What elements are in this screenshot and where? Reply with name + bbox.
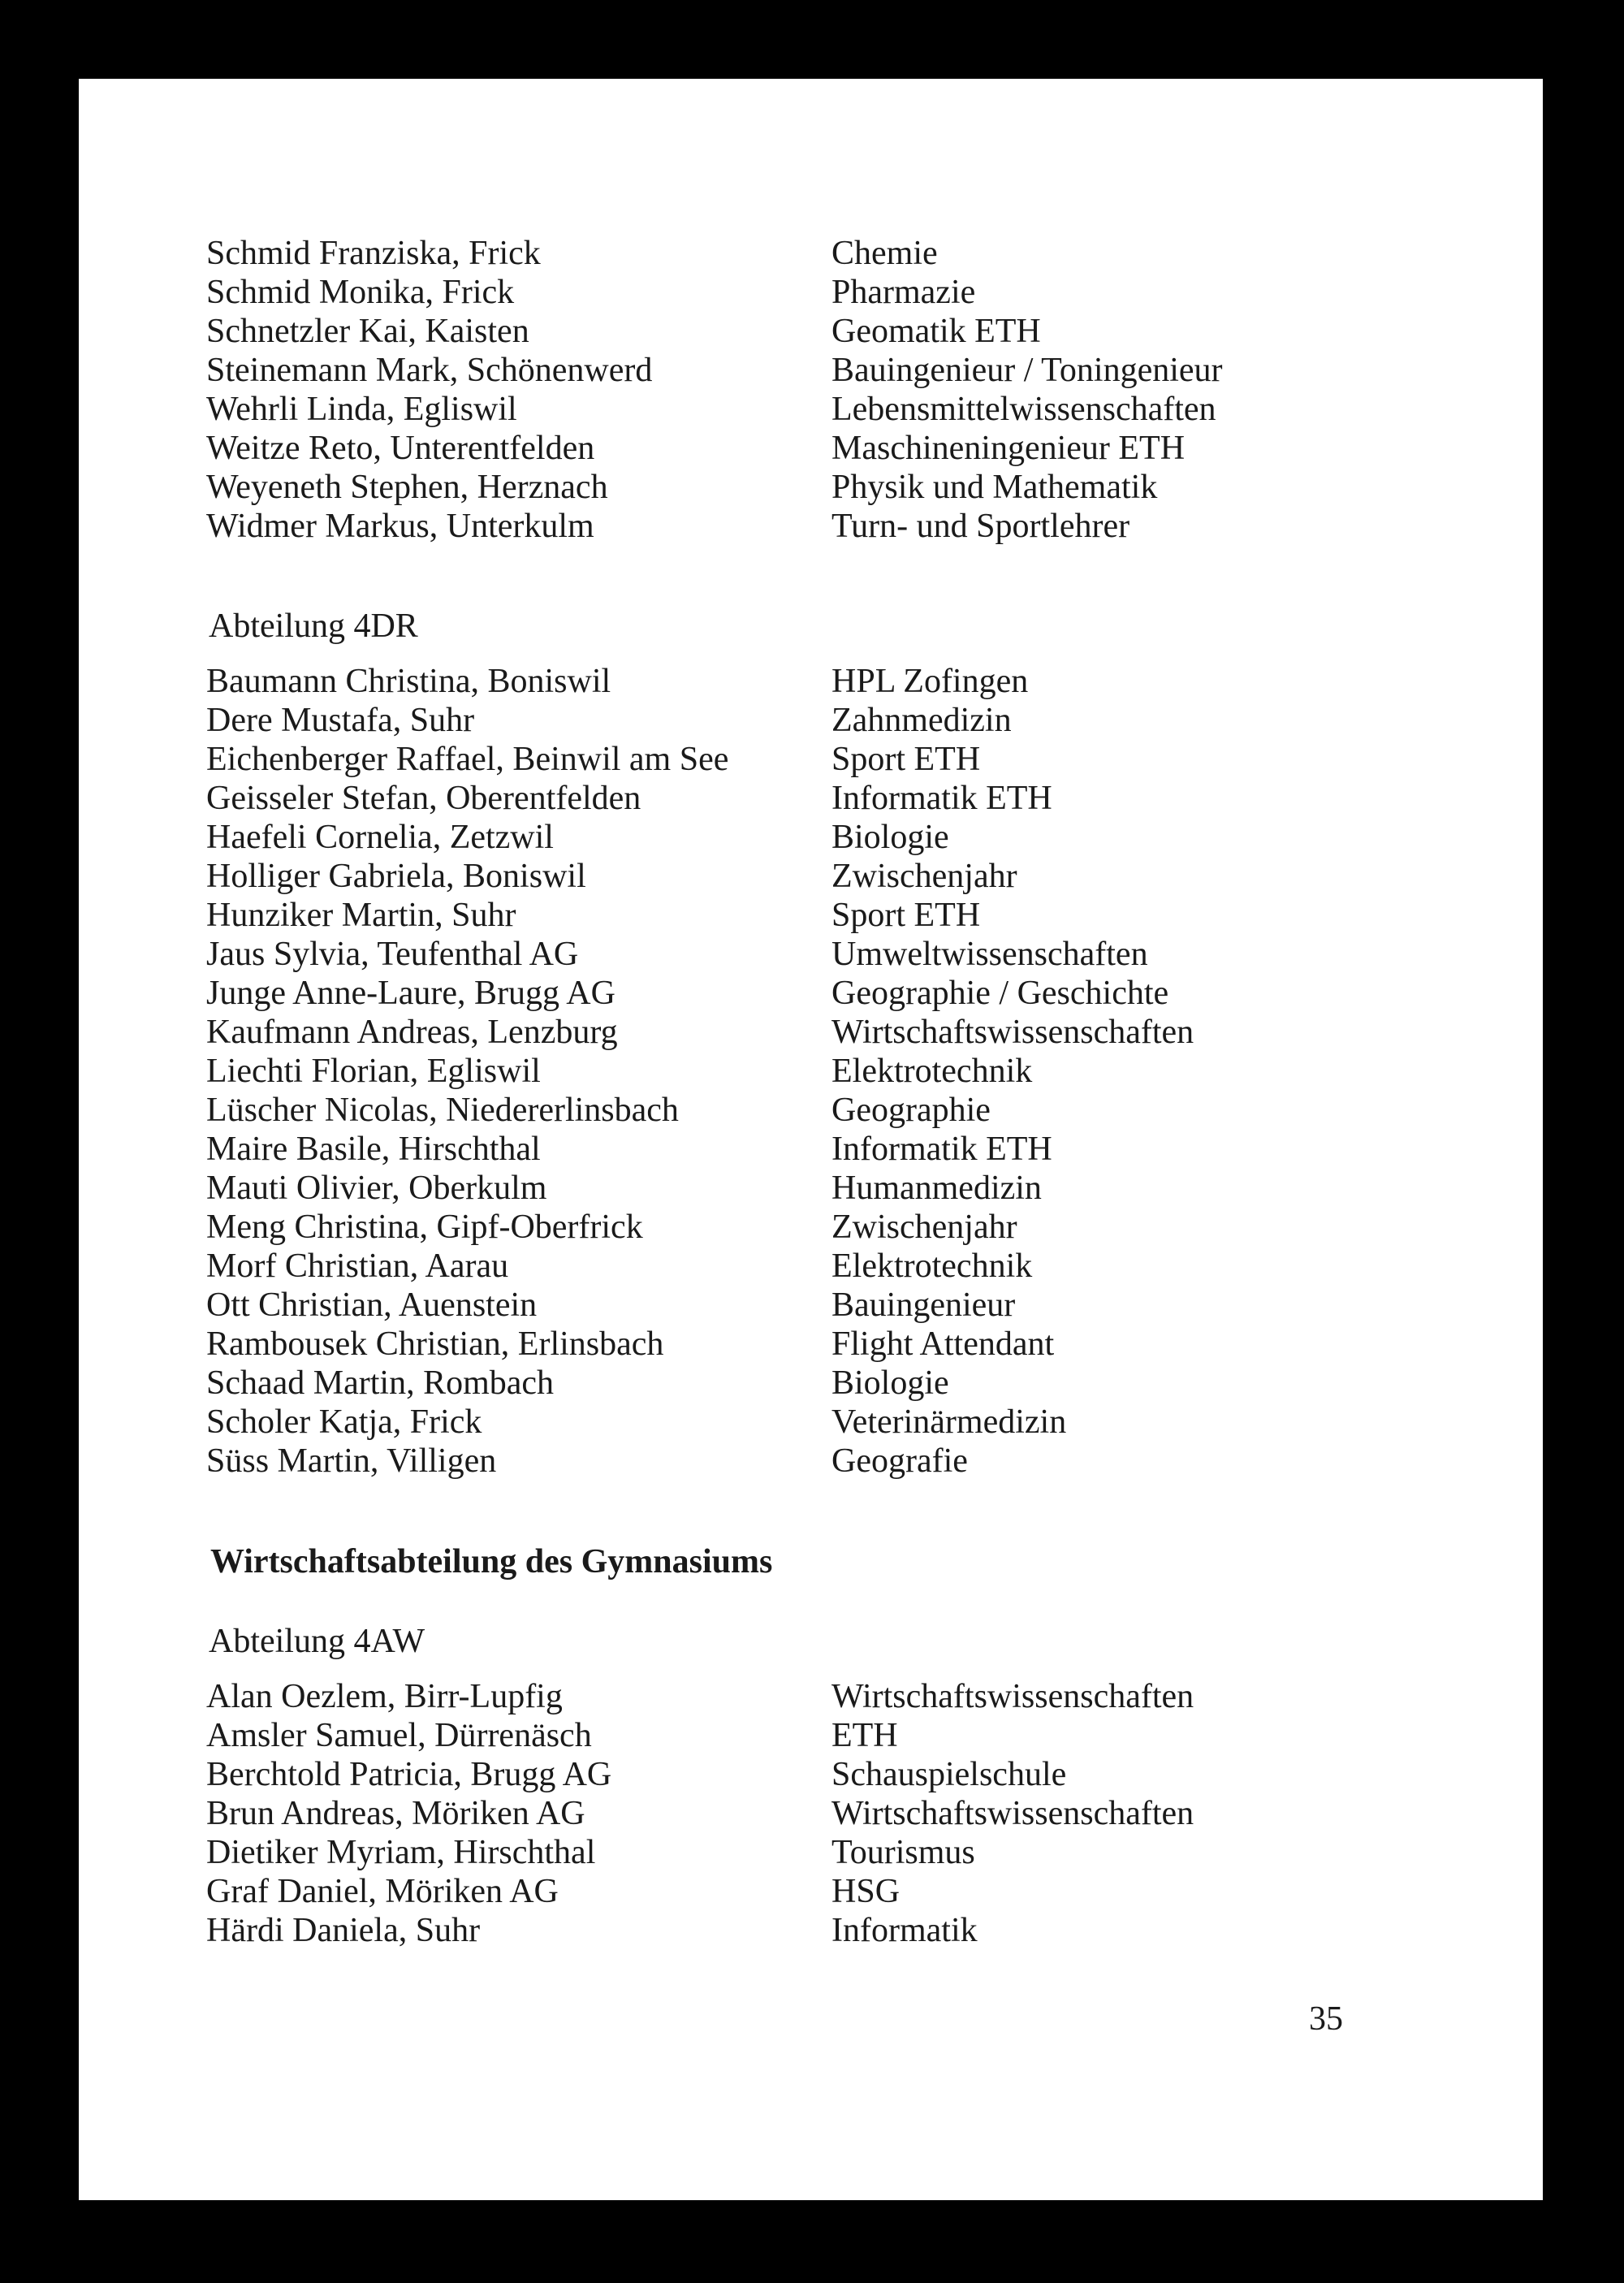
- student-name: Meng Christina, Gipf-Oberfrick: [206, 1209, 643, 1246]
- dept-4aw-list: [79, 1677, 1543, 1950]
- list-item: [79, 351, 1543, 390]
- student-name: Ott Christian, Auenstein: [206, 1286, 538, 1324]
- student-name: Junge Anne-Laure, Brugg AG: [206, 975, 615, 1012]
- list-item: [79, 1403, 1543, 1442]
- study-field: Turn- und Sportlehrer: [831, 508, 1130, 545]
- student-name: Holliger Gabriela, Boniswil: [206, 858, 586, 895]
- student-name: Scholer Katja, Frick: [206, 1403, 482, 1441]
- student-name: Morf Christian, Aarau: [206, 1247, 509, 1285]
- study-field: Pharmazie: [831, 274, 976, 311]
- list-item: [79, 896, 1543, 935]
- study-field: Sport ETH: [831, 741, 981, 778]
- study-field: Humanmedizin: [831, 1170, 1042, 1207]
- student-name: Dere Mustafa, Suhr: [206, 702, 475, 739]
- student-name: Rambousek Christian, Erlinsbach: [206, 1325, 664, 1363]
- study-field: Elektrotechnik: [831, 1247, 1033, 1285]
- list-item: [79, 1755, 1543, 1794]
- student-name: Weyeneth Stephen, Herznach: [206, 469, 608, 506]
- student-name: Lüscher Nicolas, Niedererlinsbach: [206, 1092, 679, 1129]
- page-number: 35: [1309, 2000, 1343, 2038]
- student-name: Liechti Florian, Egliswil: [206, 1053, 541, 1090]
- study-field: Wirtschaftswissenschaften: [831, 1014, 1194, 1051]
- list-item: [79, 1091, 1543, 1130]
- student-name: Alan Oezlem, Birr-Lupfig: [206, 1678, 563, 1715]
- student-name: Schnetzler Kai, Kaisten: [206, 313, 529, 350]
- student-name: Baumann Christina, Boniswil: [206, 663, 611, 700]
- study-field: Sport ETH: [831, 897, 981, 934]
- student-name: Süss Martin, Villigen: [206, 1442, 497, 1480]
- list-item: [79, 1325, 1543, 1364]
- list-item: [79, 779, 1543, 818]
- study-field: Zahnmedizin: [831, 702, 1012, 739]
- list-item: [79, 935, 1543, 974]
- list-item: [79, 507, 1543, 546]
- dept-4dr-list: [79, 662, 1543, 1481]
- list-item: [79, 662, 1543, 701]
- study-field: Umweltwissenschaften: [831, 936, 1148, 973]
- student-name: Weitze Reto, Unterentfelden: [206, 430, 595, 467]
- student-name: Schaad Martin, Rombach: [206, 1364, 555, 1402]
- list-item: [79, 390, 1543, 429]
- student-name: Schmid Monika, Frick: [206, 274, 515, 311]
- study-field: Informatik: [831, 1912, 978, 1949]
- student-name: Amsler Samuel, Dürrenäsch: [206, 1717, 592, 1754]
- student-name: Berchtold Patricia, Brugg AG: [206, 1756, 612, 1793]
- section-title-4dr: Abteilung 4DR: [209, 608, 418, 645]
- study-field: Biologie: [831, 819, 949, 856]
- list-item: [79, 818, 1543, 857]
- list-item: [79, 1013, 1543, 1052]
- list-item: [79, 1794, 1543, 1833]
- student-name: Schmid Franziska, Frick: [206, 235, 541, 272]
- study-field: Tourismus: [831, 1834, 975, 1871]
- student-name: Kaufmann Andreas, Lenzburg: [206, 1014, 618, 1051]
- list-item: [79, 1677, 1543, 1716]
- study-field: Flight Attendant: [831, 1325, 1055, 1363]
- document-page: [79, 79, 1543, 2200]
- study-field: HSG: [831, 1873, 901, 1910]
- list-item: [79, 312, 1543, 351]
- study-field: Biologie: [831, 1364, 949, 1402]
- study-field: Bauingenieur: [831, 1286, 1016, 1324]
- study-field: Geomatik ETH: [831, 313, 1041, 350]
- student-name: Hunziker Martin, Suhr: [206, 897, 516, 934]
- student-name: Jaus Sylvia, Teufenthal AG: [206, 936, 579, 973]
- list-item: [79, 1286, 1543, 1325]
- section-heading-wirtschaft: Wirtschaftsabteilung des Gymnasiums: [210, 1543, 773, 1580]
- list-item: [79, 1208, 1543, 1247]
- student-name: Haefeli Cornelia, Zetzwil: [206, 819, 554, 856]
- study-field: Maschineningenieur ETH: [831, 430, 1186, 467]
- continued-list: [79, 234, 1543, 546]
- list-item: [79, 740, 1543, 779]
- study-field: Elektrotechnik: [831, 1053, 1033, 1090]
- list-item: [79, 1442, 1543, 1481]
- list-item: [79, 273, 1543, 312]
- list-item: [79, 1716, 1543, 1755]
- student-name: Widmer Markus, Unterkulm: [206, 508, 594, 545]
- list-item: [79, 1130, 1543, 1169]
- student-name: Graf Daniel, Möriken AG: [206, 1873, 559, 1910]
- study-field: Geografie: [831, 1442, 968, 1480]
- student-name: Dietiker Myriam, Hirschthal: [206, 1834, 596, 1871]
- study-field: Schauspielschule: [831, 1756, 1067, 1793]
- study-field: Zwischenjahr: [831, 858, 1017, 895]
- study-field: Informatik ETH: [831, 780, 1052, 817]
- student-name: Maire Basile, Hirschthal: [206, 1131, 541, 1168]
- study-field: Bauingenieur / Toningenieur: [831, 352, 1223, 389]
- study-field: Veterinärmedizin: [831, 1403, 1067, 1441]
- student-name: Wehrli Linda, Egliswil: [206, 391, 517, 428]
- list-item: [79, 234, 1543, 273]
- student-name: Geisseler Stefan, Oberentfelden: [206, 780, 641, 817]
- student-name: Härdi Daniela, Suhr: [206, 1912, 481, 1949]
- study-field: HPL Zofingen: [831, 663, 1029, 700]
- student-name: Mauti Olivier, Oberkulm: [206, 1170, 547, 1207]
- list-item: [79, 1364, 1543, 1403]
- section-title-4aw: Abteilung 4AW: [209, 1623, 425, 1660]
- list-item: [79, 1833, 1543, 1872]
- list-item: [79, 1247, 1543, 1286]
- study-field: Wirtschaftswissenschaften: [831, 1678, 1194, 1715]
- study-field: Wirtschaftswissenschaften: [831, 1795, 1194, 1832]
- list-item: [79, 1872, 1543, 1911]
- study-field: Geographie / Geschichte: [831, 975, 1169, 1012]
- list-item: [79, 974, 1543, 1013]
- study-field: ETH: [831, 1717, 898, 1754]
- study-field: Zwischenjahr: [831, 1209, 1017, 1246]
- student-name: Eichenberger Raffael, Beinwil am See: [206, 741, 729, 778]
- list-item: [79, 1911, 1543, 1950]
- student-name: Steinemann Mark, Schönenwerd: [206, 352, 653, 389]
- student-name: Brun Andreas, Möriken AG: [206, 1795, 585, 1832]
- study-field: Physik und Mathematik: [831, 469, 1158, 506]
- list-item: [79, 468, 1543, 507]
- study-field: Geographie: [831, 1092, 991, 1129]
- study-field: Chemie: [831, 235, 938, 272]
- list-item: [79, 1169, 1543, 1208]
- list-item: [79, 857, 1543, 896]
- list-item: [79, 429, 1543, 468]
- list-item: [79, 701, 1543, 740]
- study-field: Informatik ETH: [831, 1131, 1052, 1168]
- list-item: [79, 1052, 1543, 1091]
- study-field: Lebensmittelwissenschaften: [831, 391, 1216, 428]
